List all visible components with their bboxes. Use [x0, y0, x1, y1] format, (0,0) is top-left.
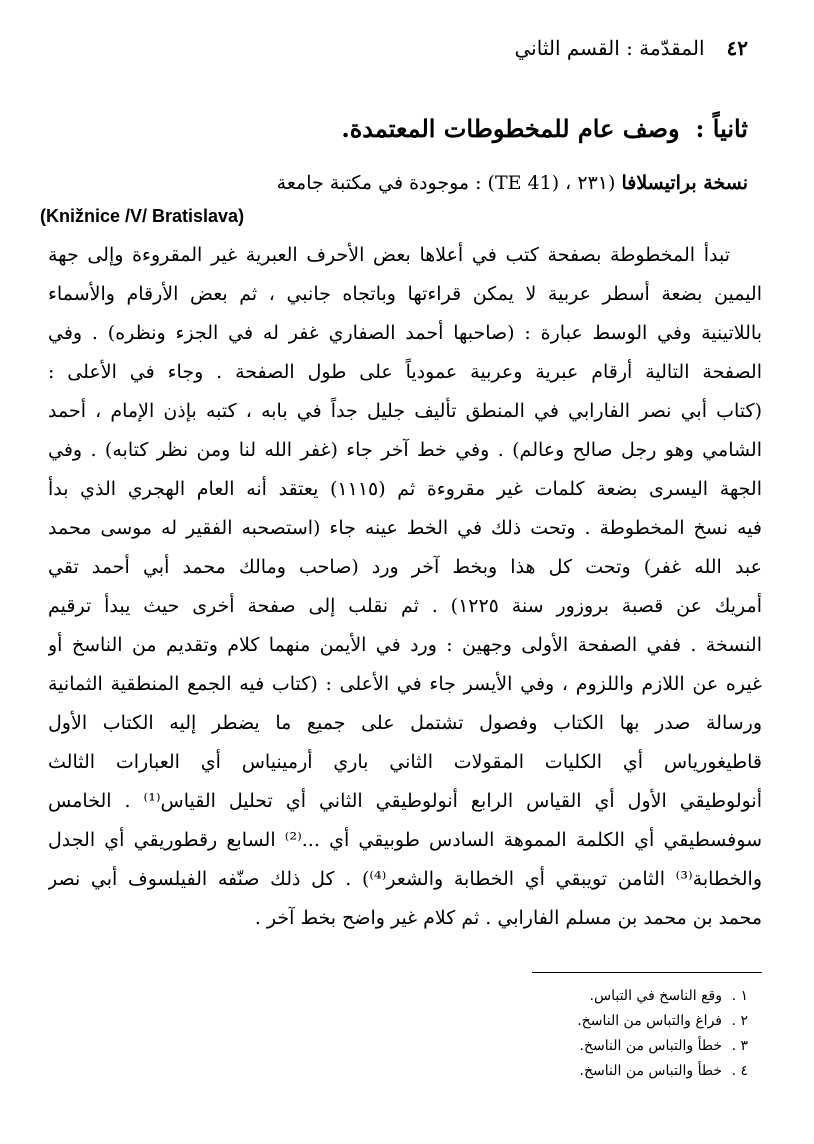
footnote [448, 1034, 748, 1059]
footnotes [448, 984, 748, 1084]
body-line: عبد الله غفر) وتحت كل هذا وبخط آخر ورد (صاحب ومالك محمد أبي أحمد تقي [48, 556, 762, 578]
body-line: غيره عن اللازم واللزوم ، وفي الأيسر جاء في الأعلى : (كتاب فيه الجمع المنطقية الثمانية [48, 673, 762, 695]
body-line: فيه نسخ المخطوطة . وتحت ذلك في الخط عينه جاء (استصحبه الفقير له موسى محمد [48, 517, 762, 539]
body-line: النسخة . ففي الصفحة الأولى وجهين : ورد في الأيمن منهما كلام وتقديم من الناسخ أو [48, 634, 762, 656]
footnote-number: ٣ . [731, 1038, 748, 1054]
body-line: تبدأ المخطوطة بصفحة كتب في أعلاها بعض الأحرف العبرية غير المقروءة وإلى جهة [48, 244, 730, 266]
footnote-text: خطأ والتباس من الناسخ. [579, 1063, 722, 1079]
body-line: ورسالة صدر بها الكتاب وفصول تشتمل على جميع ما يضطر إليه الكتاب الأول [48, 712, 762, 734]
body-line: اليمين بضعة أسطر عربية لا يمكن قراءتها وباتجاه جانبي ، ثم بعض الأرقام والأسماء [48, 283, 762, 305]
page-number: ٤٢ [726, 36, 748, 60]
manuscript-reference: (٢٣١ ، (TE 41) : موجودة في مكتبة جامعة [276, 172, 616, 194]
footnote-number: ١ . [731, 988, 748, 1004]
manuscript-heading [58, 168, 748, 198]
footnote [448, 1009, 748, 1034]
footnote-number: ٤ . [731, 1063, 748, 1079]
body-line: الجهة اليسرى بضعة كلمات غير مقروءة ثم (١١١٥) يعتقد أنه العام الهجري الذي بدأ [48, 478, 762, 500]
body-line: والخطابة⁽³⁾ الثامن تويبقي أي الخطابة والشعر⁽⁴⁾) . كل ذلك صنّفه الفيلسوف أبي نصر [48, 868, 762, 890]
body-line: سوفسطيقي أي الكلمة المموهة السادس طوبيقي أي ...⁽²⁾ السابع رقطوريقي أي الجدل [48, 829, 762, 851]
body-line: محمد بن محمد بن مسلم الفارابي . ثم كلام غير واضح بخط آخر . [254, 907, 762, 929]
footnote-divider [532, 972, 762, 973]
library-name: (Knižnice /V/ Bratislava) [40, 206, 245, 226]
footnote [448, 1059, 748, 1084]
body-line: الشامي وهو رجل صالح وعالم) . وفي خط آخر جاء (غفر الله لنا ومن نظر كتابه) . وفي [48, 439, 762, 461]
footnote-text: فراغ والتباس من الناسخ. [577, 1013, 722, 1029]
body-line: قاطيغورياس أي الكليات المقولات الثاني باري أرمينياس أي العبارات الثالث [48, 751, 762, 773]
footnote-number: ٢ . [731, 1013, 748, 1029]
section-title-text: وصف عام للمخطوطات المعتمدة. [341, 114, 680, 143]
body-paragraph [48, 236, 762, 938]
body-line: الصفحة التالية أرقام عبرية وعربية عمودياً على طول الصفحة . وجاء في الأعلى : [48, 361, 762, 383]
body-line: أنولوطيقي الأول أي القياس الرابع أنولوطيقي الثاني أي تحليل القياس⁽¹⁾ . الخامس [48, 790, 762, 812]
body-line: أمريك عن قصبة بروزور سنة ١٢٢٥) . ثم نقلب إلى صفحة أخرى حيث يبدأ ترقيم [48, 595, 762, 617]
manuscript-name: نسخة براتيسلافا [621, 172, 748, 194]
section-label: ثانياً : [695, 114, 748, 143]
body-line: (كتاب أبي نصر الفارابي في المنطق تأليف جليل جداً في بابه ، كتبه بإذن الإمام ، أحمد [48, 400, 762, 422]
footnote [448, 984, 748, 1009]
running-header [58, 34, 748, 62]
footnote-text: وقع الناسخ في التباس. [589, 988, 722, 1004]
running-title: المقدّمة : القسم الثاني [514, 36, 705, 60]
footnote-text: خطأ والتباس من الناسخ. [579, 1038, 722, 1054]
body-line: باللاتينية وفي الوسط عبارة : (صاحبها أحمد الصفاري غفر له في الجزء ونظره) . وفي [48, 322, 762, 344]
section-title [58, 112, 748, 146]
